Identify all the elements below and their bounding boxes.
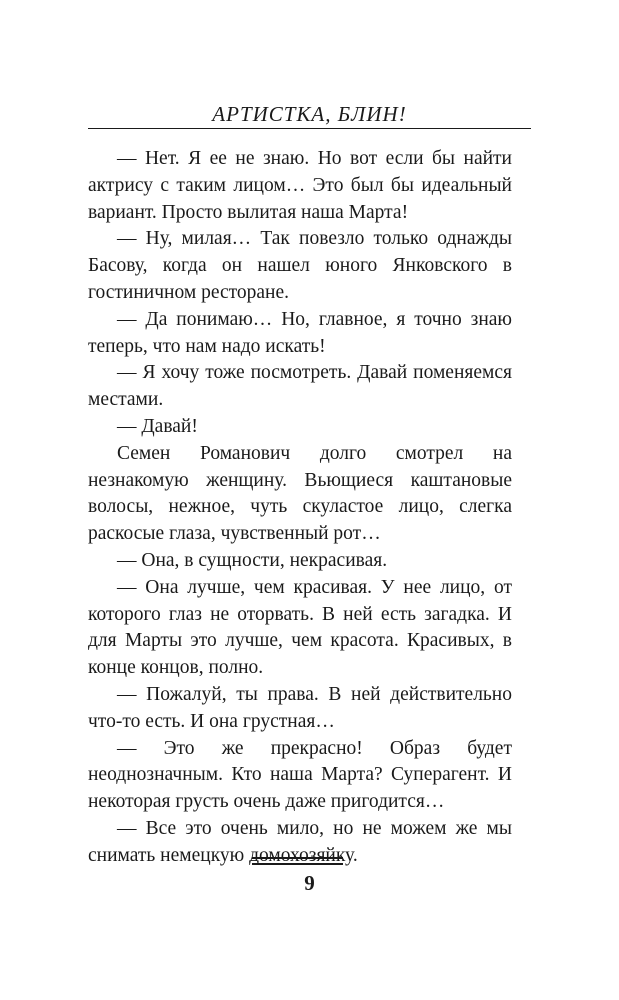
paragraph: — Нет. Я ее не знаю. Но вот если бы найти актрису с таким лицом… Это был бы идеальный вариант. Просто вылитая наша Марта! [88,148,512,223]
paragraph: — Давай! [117,415,198,437]
paragraph: Семен Романович долго смотрел на незнакомую женщину. Вьющиеся каштановые волосы, нежное, чуть скуластое лицо, слегка раскосые глаза, чувственный рот… [88,442,512,545]
paragraph: — Пожалуй, ты права. В ней действительно что-то есть. И она грустная… [88,683,512,732]
paragraph: — Я хочу тоже посмотреть. Давай поменяемся местами. [88,362,512,411]
paragraph: — Это же прекрасно! Образ будет неоднозначным. Кто наша Марта? Суперагент. И некоторая грусть очень даже пригодится… [88,737,512,813]
header-rule [88,128,531,129]
paragraph: — Да понимаю… Но, главное, я точно знаю теперь, что нам надо искать! [88,308,512,357]
folio-rule-top [252,857,343,859]
body-text [88,146,512,870]
paragraph: — Она лучше, чем красивая. У нее лицо, от которого глаз не оторвать. В ней есть загадка. И для Марты это лучше, чем красота. Красивых, в конце концов, полно. [88,576,512,679]
paragraph: — Ну, милая… Так повезло только однажды Басову, когда он нашел юного Янковского в гостиничном ресторане. [88,228,512,303]
page-number: 9 [304,871,315,895]
folio-rule-bottom [252,863,343,865]
running-head-title: АРТИСТКА, БЛИН! [212,102,407,126]
paragraph: — Все это очень мило, но не можем же мы снимать немецкую домохозяйку. [88,817,512,866]
paragraph: — Она, в сущности, некрасивая. [117,549,388,571]
